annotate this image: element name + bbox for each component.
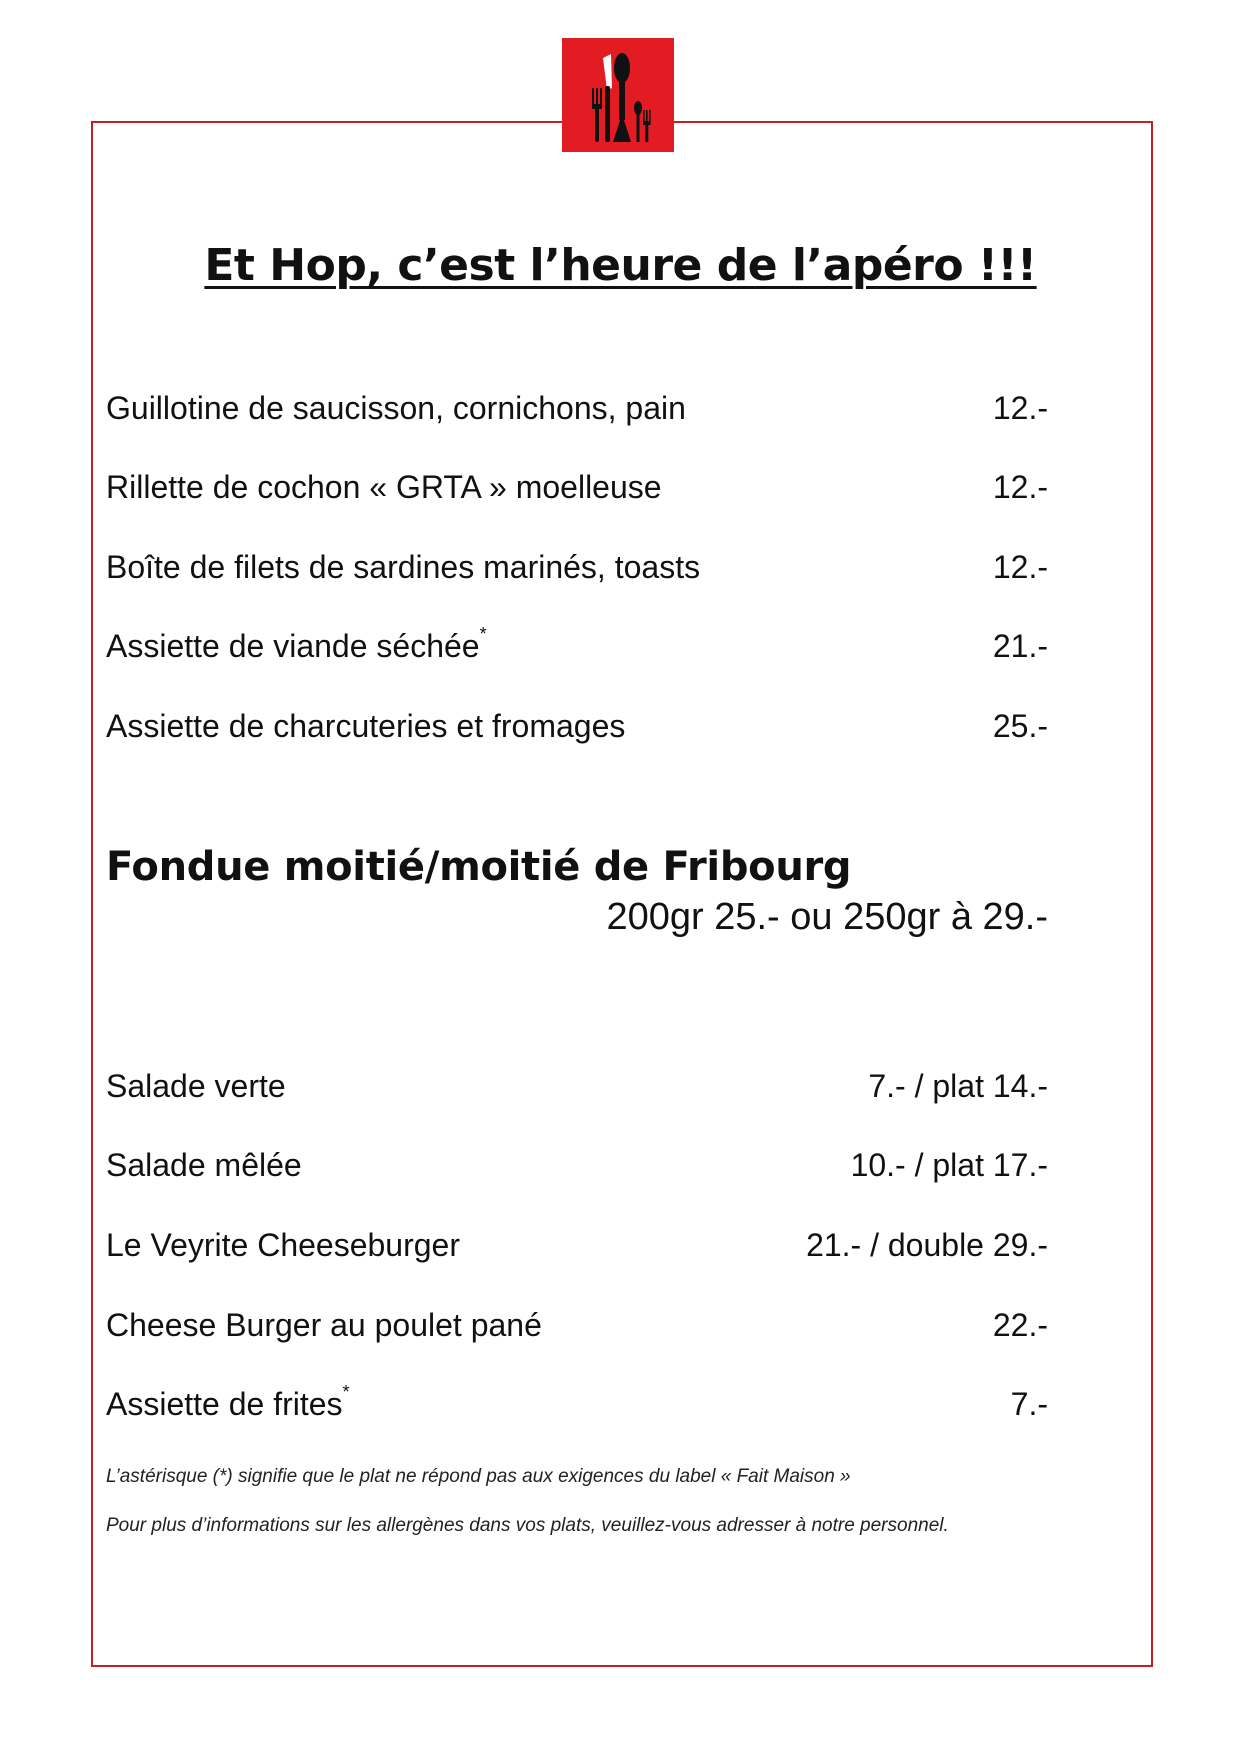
menu-item-price: 7.- (1010, 1386, 1048, 1422)
menu-item-name: Assiette de frites* (106, 1382, 350, 1422)
menu-item (106, 1068, 1048, 1112)
cutlery-icon (562, 38, 674, 152)
menu-item (106, 1382, 1048, 1430)
menu-item-name: Assiette de viande séchée* (106, 624, 487, 664)
menu-item-price: 21.- (992, 628, 1048, 664)
menu-item-price: 12.- (992, 549, 1048, 585)
menu-item (106, 624, 1048, 672)
asterisk-mark: * (342, 1382, 350, 1402)
menu-item-name: Le Veyrite Cheeseburger (106, 1227, 460, 1263)
menu-item-price: 10.- / plat 17.- (850, 1147, 1048, 1183)
fondue-title: Fondue moitié/moitié de Fribourg (106, 844, 852, 890)
menu-item (106, 549, 1048, 593)
menu-item (106, 708, 1048, 752)
menu-item-name: Rillette de cochon « GRTA » moelleuse (106, 469, 662, 505)
menu-item (106, 390, 1048, 434)
restaurant-logo (562, 38, 674, 152)
menu-item (106, 1307, 1048, 1351)
asterisk-mark: * (479, 624, 487, 644)
menu-item-price: 21.- / double 29.- (806, 1227, 1048, 1263)
menu-item (106, 469, 1048, 513)
menu-item-price: 12.- (992, 390, 1048, 426)
menu-item-price: 12.- (992, 469, 1048, 505)
fondue-price: 200gr 25.- ou 250gr à 29.- (606, 896, 1048, 938)
asterisk-note: L’astérisque (*) signifie que le plat ne répond pas aux exigences du label « Fait Maison » (106, 1466, 851, 1487)
menu-item-name: Salade mêlée (106, 1147, 302, 1183)
menu-frame (91, 121, 1153, 1667)
menu-item-name: Salade verte (106, 1068, 286, 1104)
menu-item-name: Assiette de charcuteries et fromages (106, 708, 626, 744)
menu-item-price: 25.- (992, 708, 1048, 744)
menu-item-name: Guillotine de saucisson, cornichons, pain (106, 390, 686, 426)
menu-item (106, 1227, 1048, 1271)
menu-item-name: Cheese Burger au poulet pané (106, 1307, 542, 1343)
page-title: Et Hop, c’est l’heure de l’apéro !!! (204, 240, 1037, 291)
menu-item (106, 1147, 1048, 1191)
allergen-note: Pour plus d’informations sur les allergènes dans vos plats, veuillez-vous adresser à notre personnel. (106, 1515, 949, 1536)
menu-item-price: 7.- / plat 14.- (868, 1068, 1048, 1104)
menu-item-price: 22.- (992, 1307, 1048, 1343)
menu-item-name: Boîte de filets de sardines marinés, toasts (106, 549, 701, 585)
